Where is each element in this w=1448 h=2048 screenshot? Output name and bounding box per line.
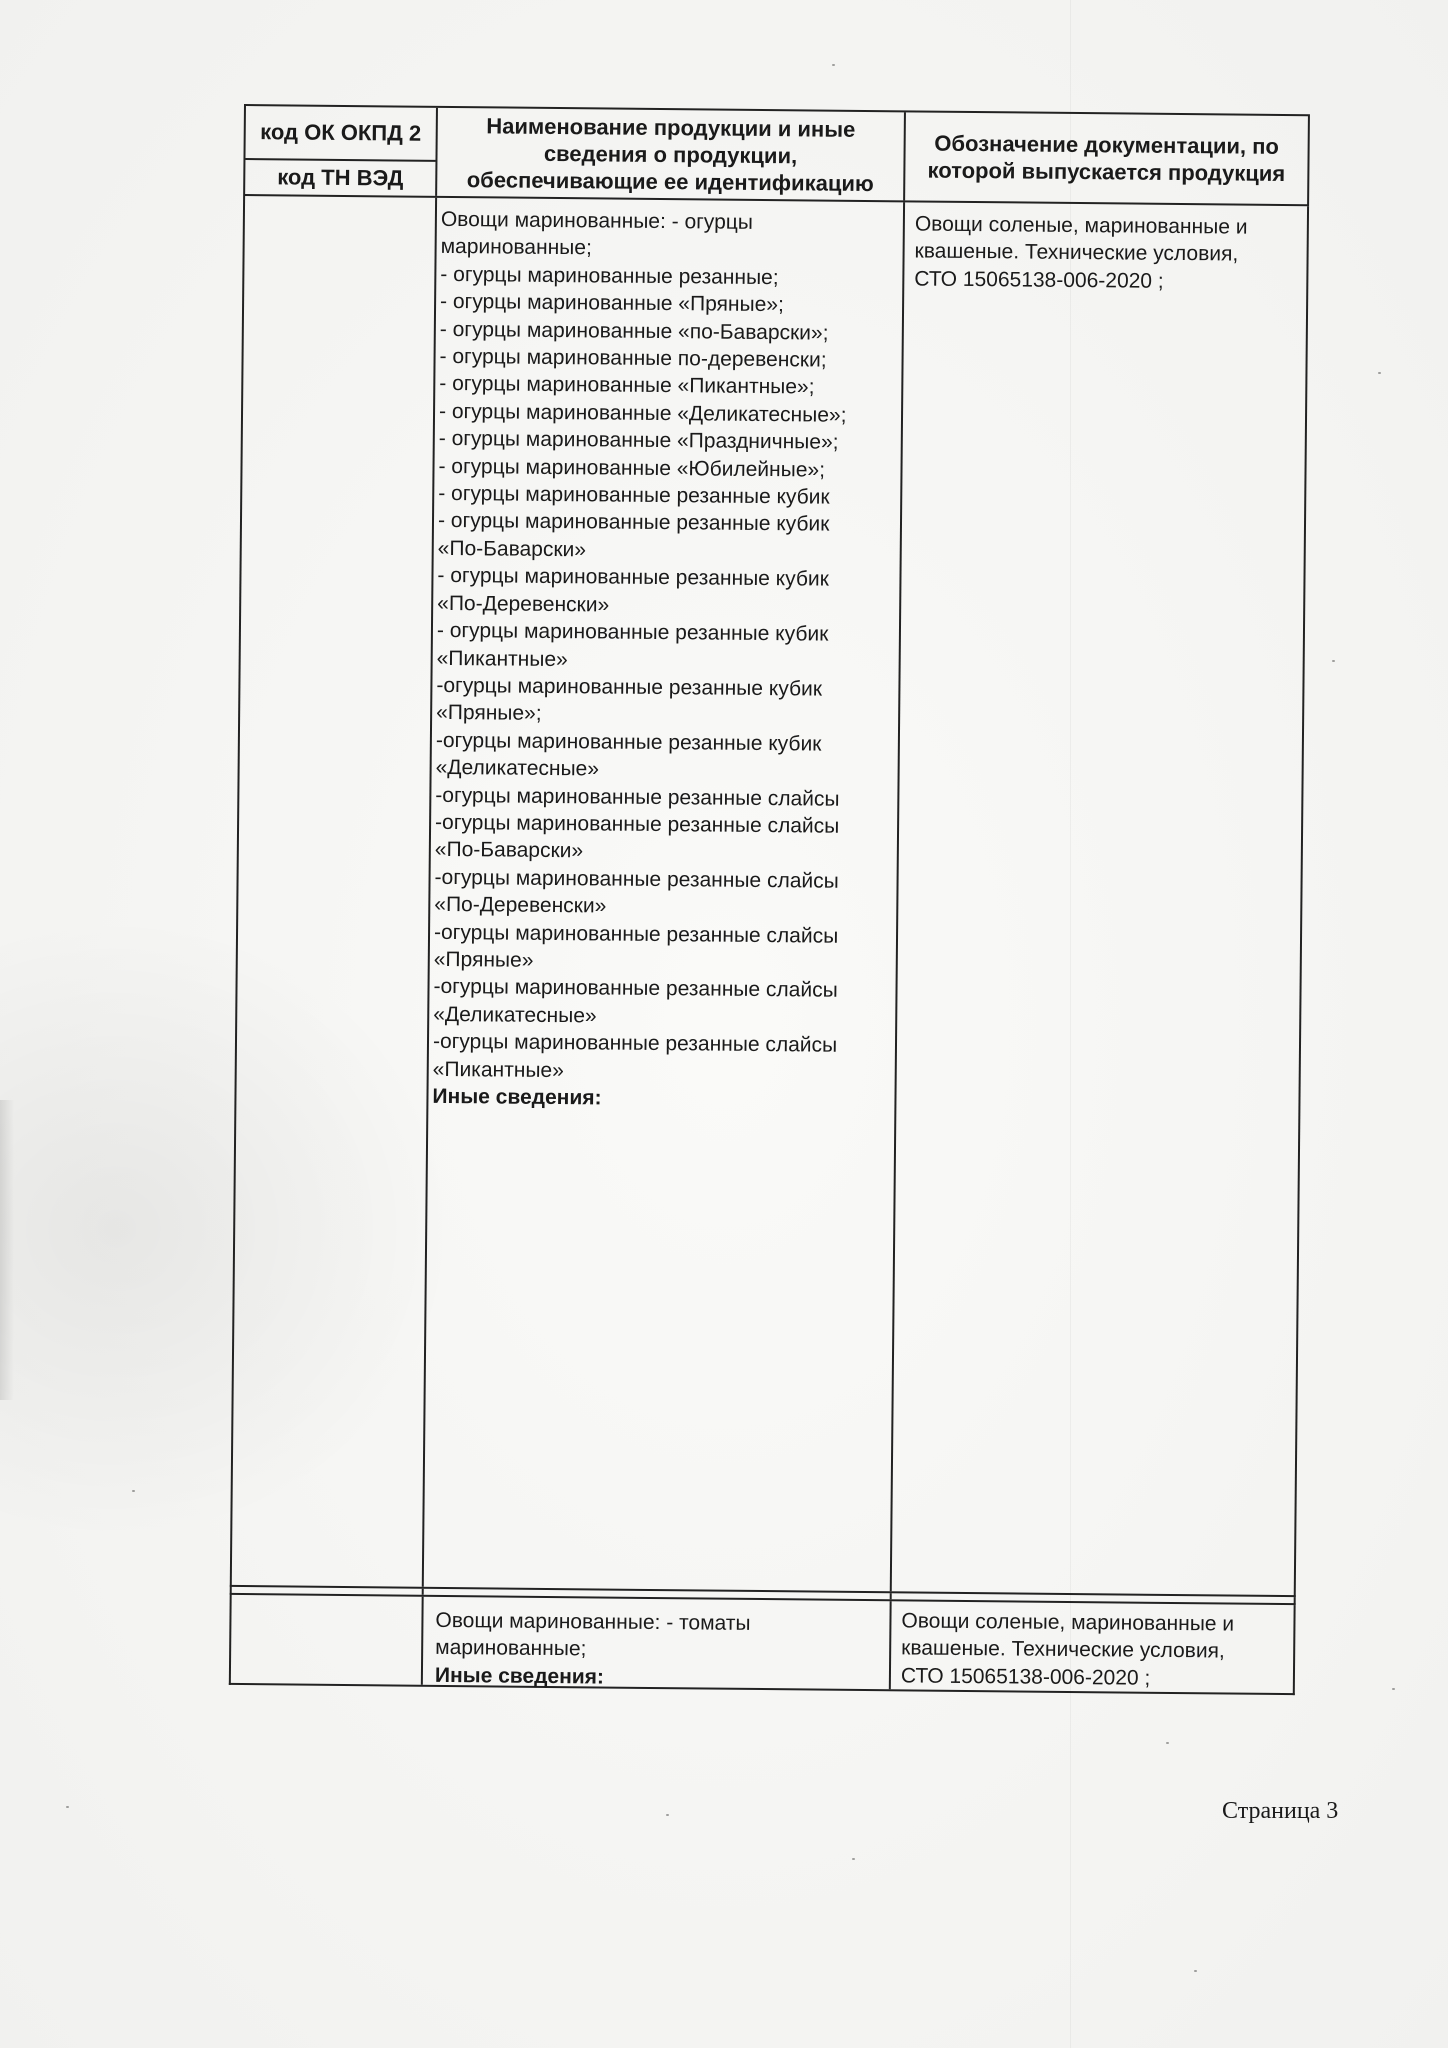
other-info-label: Иные сведения: <box>434 1663 605 1689</box>
product-line: «Пряные»; <box>436 701 542 726</box>
product-line: Овощи маринованные: - огурцы <box>440 207 754 234</box>
scan-speck <box>1194 1970 1197 1972</box>
product-line: «Пряные» <box>433 947 534 972</box>
product-line: -огурцы маринованные резанные кубик <box>436 673 823 701</box>
header-doc-line: которой выпускается продукция <box>927 157 1286 186</box>
doc-line: квашеные. Технические условия, <box>901 1636 1225 1663</box>
header-tnved-code: код ТН ВЭД <box>277 164 404 191</box>
product-line: -огурцы маринованные резанные слайсы <box>435 783 840 811</box>
product-line: «Пикантные» <box>432 1057 564 1082</box>
scan-speck <box>1378 372 1381 374</box>
product-line: - огурцы маринованные по-деревенски; <box>439 344 827 372</box>
product-line: «По-Баварски» <box>437 536 587 562</box>
product-line: - огурцы маринованные резанные кубик <box>438 481 830 509</box>
header-name-line: Наименование продукции и иные <box>486 112 856 142</box>
product-line: - огурцы маринованные «Пряные»; <box>440 290 784 317</box>
other-info-label: Иные сведения: <box>432 1084 602 1110</box>
product-line: - огурцы маринованные резанные; <box>440 262 779 289</box>
scan-speck <box>1392 1688 1395 1690</box>
product-line: - огурцы маринованные «Деликатесные»; <box>438 399 847 427</box>
header-doc-line: Обозначение документации, по <box>934 130 1280 159</box>
scan-speck <box>132 1490 135 1492</box>
scan-edge-shadow <box>0 1100 14 1400</box>
row-name-cell <box>423 1597 892 1689</box>
header-name-line: обеспечивающие ее идентификацию <box>466 166 874 196</box>
header-name-line: сведения о продукции, <box>543 140 798 168</box>
doc-line: Овощи соленые, маринованные и <box>914 212 1248 239</box>
doc-line: Овощи соленые, маринованные и <box>901 1609 1235 1636</box>
separator-cell <box>232 1587 424 1595</box>
product-line: - огурцы маринованные «Пикантные»; <box>439 372 815 399</box>
row-doc-cell <box>891 1601 1294 1693</box>
product-line: Овощи маринованные: - томаты <box>435 1608 751 1635</box>
doc-line: СТО 15065138-006-2020 ; <box>914 267 1164 293</box>
scan-speck <box>66 1806 69 1808</box>
table-header-row <box>243 104 1310 206</box>
row-code-cell <box>231 1595 424 1685</box>
product-line: -огурцы маринованные резанные слайсы <box>432 1030 838 1057</box>
scan-speck <box>852 1858 855 1860</box>
product-line: маринованные; <box>435 1636 587 1661</box>
product-line: «Деликатесные» <box>433 1002 597 1028</box>
product-line: «Деликатесные» <box>435 755 600 781</box>
row-doc-cell <box>892 202 1307 1595</box>
doc-line: СТО 15065138-006-2020 ; <box>900 1664 1151 1690</box>
product-line: «Пикантные» <box>436 646 568 671</box>
row-name-cell <box>424 198 905 1591</box>
header-documentation <box>905 112 1308 204</box>
table-row <box>230 196 1309 1597</box>
header-product-name <box>437 108 906 200</box>
product-line: «По-Деревенски» <box>437 591 610 617</box>
row-code-cell <box>232 196 437 1587</box>
product-line: - огурцы маринованные резанные кубик <box>436 618 829 646</box>
header-code-cell <box>245 106 438 196</box>
product-line: -огурцы маринованные резанные слайсы <box>433 920 839 948</box>
table-row <box>229 1595 1296 1695</box>
scan-speck <box>666 1814 669 1816</box>
product-line: «По-Деревенски» <box>434 893 607 918</box>
product-line: «По-Баварски» <box>434 838 584 863</box>
product-line: - огурцы маринованные «по-Баварски»; <box>439 317 829 345</box>
product-line: -огурцы маринованные резанные слайсы <box>434 865 839 893</box>
scan-speck <box>1332 660 1335 662</box>
product-table <box>229 104 1310 1695</box>
page-number: Страница 3 <box>1222 1798 1339 1824</box>
product-line: - огурцы маринованные резанные кубик <box>437 509 830 537</box>
scan-speck <box>1166 1742 1169 1744</box>
scan-speck <box>832 64 835 66</box>
header-okpd-code: код ОК ОКПД 2 <box>245 106 436 162</box>
product-line: -огурцы маринованные резанные слайсы <box>433 975 838 1003</box>
product-line: -огурцы маринованные резанные кубик <box>435 728 822 756</box>
doc-line: квашеные. Технические условия, <box>914 239 1239 266</box>
product-line: - огурцы маринованные «Юбилейные»; <box>438 454 826 482</box>
product-line: -огурцы маринованные резанные слайсы <box>435 810 840 838</box>
product-line: - огурцы маринованные «Праздничные»; <box>438 427 839 454</box>
product-line: маринованные; <box>440 235 592 260</box>
product-line: - огурцы маринованные резанные кубик <box>437 564 829 591</box>
